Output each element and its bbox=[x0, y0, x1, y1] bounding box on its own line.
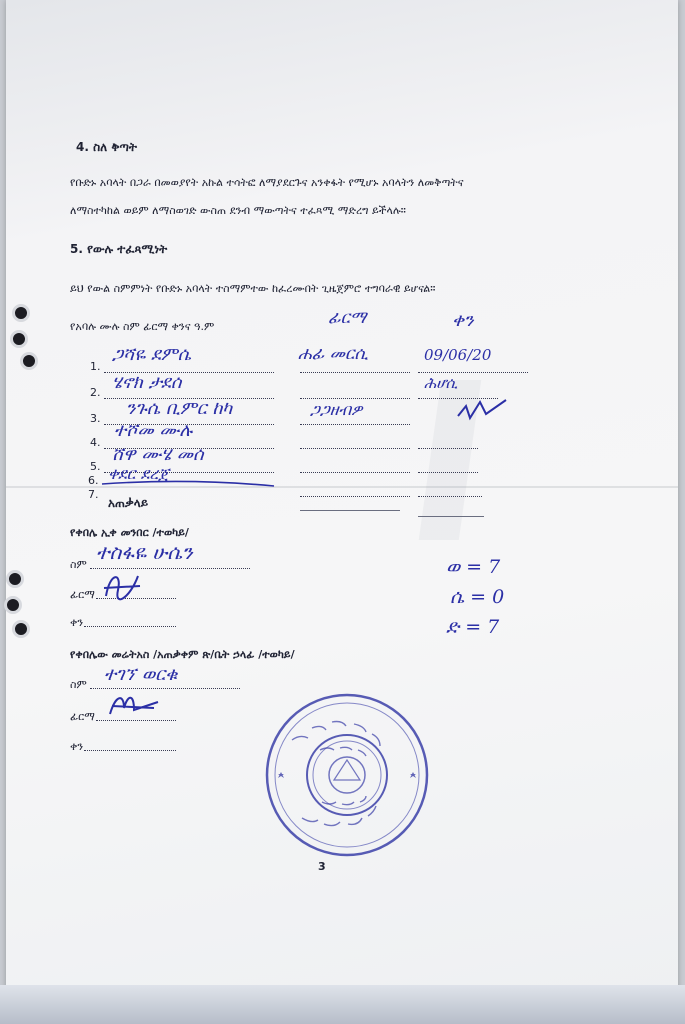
date-line bbox=[418, 472, 478, 473]
member-name: ንጉሴ ቢምር ከካ bbox=[126, 398, 233, 419]
section-5-heading: 5. የውሉ ተፈጻሚነት bbox=[70, 242, 168, 256]
row-number: 6. bbox=[88, 474, 99, 487]
date-line bbox=[418, 372, 528, 373]
date-column-heading: ቀን bbox=[452, 310, 474, 331]
land-office-heading: የቀበሌው መሬትአስ /አጠቃቀም ጽ/ቤት ኃላፊ /ተወካይ/ bbox=[70, 648, 295, 661]
member-name: ቀደር ደረጀ bbox=[108, 464, 170, 483]
page-number: 3 bbox=[318, 860, 326, 873]
member-signature: ሐፊ መርሲ bbox=[298, 344, 369, 364]
punch-hole bbox=[10, 330, 28, 348]
date-line bbox=[84, 750, 176, 751]
member-name: ጋሻዬ ደምሴ bbox=[112, 344, 192, 365]
name-label: ስም bbox=[70, 678, 87, 691]
total-label: አጠቃላይ bbox=[108, 496, 149, 510]
total-line bbox=[418, 516, 484, 517]
tally-female: ሴ = 0 bbox=[450, 586, 505, 608]
date-line bbox=[84, 626, 176, 627]
punch-hole bbox=[4, 596, 22, 614]
punch-hole bbox=[6, 570, 24, 588]
punch-hole bbox=[12, 620, 30, 638]
signature-label: ፊርማ bbox=[70, 710, 95, 723]
row-number: 4. bbox=[90, 436, 101, 449]
tally-male: ወ = 7 bbox=[446, 556, 501, 578]
officer-name: ተገኘ ወርቁ bbox=[104, 664, 178, 685]
chair-signature-icon bbox=[100, 568, 144, 604]
official-seal-stamp bbox=[262, 690, 432, 860]
section-4-heading: 4. ስለ ቅጣት bbox=[76, 140, 137, 154]
name-label: ስም bbox=[70, 558, 87, 571]
tally-total: ድ = 7 bbox=[446, 616, 500, 638]
section-4-line-1: የቡድኑ አባላት በጋራ በመወያየት አኩል ተሳትፎ ለማያደርጉና አንቀፋት የሚሆኑ አባላትን ለመቅጣትና bbox=[70, 176, 464, 189]
date-label: ቀን bbox=[70, 740, 84, 753]
section-5-line-1: ይህ የውል ስምምነት የቡድኑ አባላት ተስማምተው ከፈረሙበት ጊዜጀምሮ ተግባራዊ ይሆናል። bbox=[70, 282, 436, 295]
signature-line bbox=[300, 472, 410, 473]
officer-signature-icon bbox=[104, 688, 164, 724]
signature-line bbox=[300, 448, 410, 449]
punch-hole bbox=[12, 304, 30, 322]
member-date: ሕሆሲ bbox=[424, 374, 458, 392]
row-number: 2. bbox=[90, 386, 101, 399]
strike-line bbox=[98, 476, 278, 490]
chair-name: ተስፋዬ ሁሴን bbox=[96, 540, 193, 564]
row-number: 7. bbox=[88, 488, 99, 501]
punch-hole bbox=[20, 352, 38, 370]
date-line bbox=[418, 448, 478, 449]
section-4-line-2: ለማስተካከል ወይም ለማስወገድ ውስጠ ደንብ ማውጣትና ተፈጻሚ ማድረግ ይችላሉ። bbox=[70, 204, 406, 217]
signature-line bbox=[300, 372, 410, 373]
signature-line bbox=[300, 424, 410, 425]
kebele-chair-heading: የቀበሌ ኢቀ መንበር /ተወካይ/ bbox=[70, 526, 189, 539]
total-line bbox=[300, 510, 400, 511]
date-label: ቀን bbox=[70, 616, 84, 629]
members-table-header: የአባሉ ሙሉ ስም ፊርማ ቀንና ዓ.ም bbox=[70, 320, 215, 333]
row-number: 5. bbox=[90, 460, 101, 473]
signature-column-heading: ፊርማ bbox=[328, 308, 367, 328]
member-signature: ጋጋዘብዎ bbox=[310, 400, 363, 419]
member-name: ሸዋ ሙሄ መሰ bbox=[112, 444, 204, 465]
row-number: 1. bbox=[90, 360, 101, 373]
member-name: ተሾመ ሙሉ bbox=[114, 420, 193, 441]
member-name: ሄኖክ ታደሰ bbox=[112, 372, 182, 393]
checkmark-signature-icon bbox=[452, 396, 512, 428]
page-bottom-edge bbox=[0, 985, 685, 1024]
signature-label: ፊርማ bbox=[70, 588, 95, 601]
signature-line bbox=[300, 496, 410, 497]
row-number: 3. bbox=[90, 412, 101, 425]
member-date: 09/06/20 bbox=[424, 346, 492, 364]
signature-line bbox=[300, 398, 410, 399]
date-line bbox=[418, 496, 482, 497]
